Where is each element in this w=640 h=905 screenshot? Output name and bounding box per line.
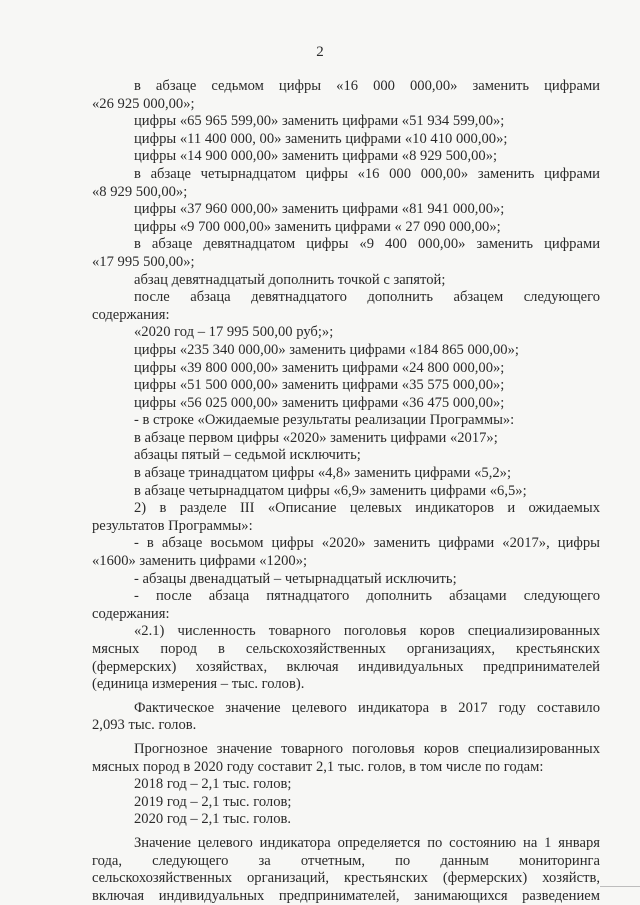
text-line: года, следующего за отчетным, по данным мониторинга [92,852,600,869]
text-line: в абзаце четырнадцатом цифры «16 000 000,00» заменить цифрами [134,165,600,182]
text-line: (единица измерения – тыс. голов). [92,676,305,693]
text-line: цифры «235 340 000,00» заменить цифрами «184 865 000,00»; [134,341,519,358]
text-line: содержания: [92,306,170,323]
text-line: цифры «11 400 000, 00» заменить цифрами «10 410 000,00»; [134,130,508,147]
text-line: цифры «51 500 000,00» заменить цифрами «35 575 000,00»; [134,377,505,394]
text-line: абзац девятнадцатый дополнить точкой с запятой; [134,271,446,288]
text-line: цифры «39 800 000,00» заменить цифрами «24 800 000,00»; [134,359,505,376]
text-line: цифры «37 960 000,00» заменить цифрами «81 941 000,00»; [134,201,505,218]
text-line: цифры «56 025 000,00» заменить цифрами «36 475 000,00»; [134,394,505,411]
text-line: цифры «14 900 000,00» заменить цифрами «8 929 500,00»; [134,148,498,165]
text-line: абзацы пятый – седьмой исключить; [134,447,361,464]
text-line: 2020 год – 2,1 тыс. голов. [134,811,292,828]
text-line: в абзаце тринадцатом цифры «4,8» заменить цифрами «5,2»; [134,465,511,482]
text-line: - абзацы двенадцатый – четырнадцатый исключить; [134,570,457,587]
text-line: «8 929 500,00»; [92,183,188,200]
text-line: цифры «65 965 599,00» заменить цифрами «51 934 599,00»; [134,113,505,130]
text-line: «2.1) численность товарного поголовья коров специализированных [134,623,600,640]
text-line: в абзаце девятнадцатом цифры «9 400 000,00» заменить цифрами [134,236,600,253]
text-line: мясных пород в 2020 году составит 2,1 тыс. голов, в том числе по годам: [92,758,544,775]
text-line: мясных пород в сельскохозяйственных организациях, крестьянских [92,641,600,657]
text-line: - в абзаце восьмом цифры «2020» заменить цифрами «2017», цифры [134,535,600,552]
page-number: 2 [316,44,324,60]
text-line: сельскохозяйственных организаций, крестьянских (фермерских) хозяйств, [92,870,600,887]
text-line: результатов Программы»: [92,517,253,534]
text-line: после абзаца девятнадцатого дополнить абзацем следующего [134,289,600,306]
text-line: 2018 год – 2,1 тыс. голов; [134,776,292,793]
text-line: - после абзаца пятнадцатого дополнить абзацами следующего [134,588,600,605]
text-line: в абзаце седьмом цифры «16 000 000,00» заменить цифрами [134,78,600,94]
text-line: «26 925 000,00»; [92,95,195,112]
document-body [92,78,600,905]
text-line: содержания: [92,605,170,622]
text-line: 2) в разделе III «Описание целевых индикаторов и ожидаемых [134,500,600,517]
text-line: Значение целевого индикатора определяется по состоянию на 1 января [134,834,600,851]
text-line: в абзаце четырнадцатом цифры «6,9» заменить цифрами «6,5»; [134,482,527,499]
text-line: «1600» заменить цифрами «1200»; [92,553,308,570]
text-line: цифры «9 700 000,00» заменить цифрами « 27 090 000,00»; [134,218,501,235]
text-line: Прогнозное значение товарного поголовья коров специализированных [134,740,600,757]
page-edge-line [600,886,640,887]
text-line: - в строке «Ожидаемые результаты реализации Программы»: [134,412,515,429]
text-line: «17 995 500,00»; [92,253,195,270]
text-line: 2019 год – 2,1 тыс. голов; [134,793,292,810]
text-line: включая индивидуальных предпринимателей, занимающихся разведением [92,887,600,904]
text-line: 2,093 тыс. голов. [92,717,197,734]
text-line: «2020 год – 17 995 500,00 руб;»; [134,324,334,341]
text-line: в абзаце первом цифры «2020» заменить цифрами «2017»; [134,429,498,446]
text-line: (фермерских) хозяйствах, включая индивидуальных предпринимателей [92,658,600,675]
text-line: Фактическое значение целевого индикатора в 2017 году составило [134,699,600,716]
